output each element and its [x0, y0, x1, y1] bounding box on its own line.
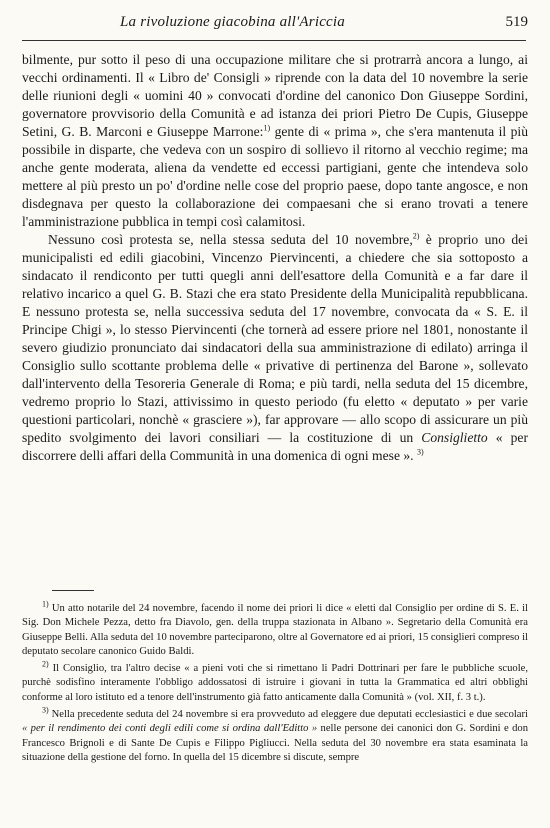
note-reference: 2) — [412, 231, 420, 241]
body-paragraph: Nessuno così protesta se, nella stessa seduta del 10 novembre,$^{2)}$ è proprio uno dei municipalisti ed edili giacobini, Vincenzo Piervincenti, a chiedere che sia sottoposto a sindacato il rendiconto per tutti quegli anni dell'esattore della Comunità e a far dare il relativo incarico a quel G. B. Stazi che era stato Presidente della Municipalità repubblicana. E nessuno protesta se, nella successiva seduta del 17 novembre, convocata da « S. E. il Principe Chigi », lo stesso Piervincenti (che tornerà ad essere priore nel 1801, nonostante il severo giudizio pronunciato dai sindacatori della sua amministrazione di edilato) arringa il Consiglio sullo scottante problema delle « privative di pertinenza del Barone », sollevato dall'intervento della Tesoreria Generale di Roma; e più tardi, nella seduta del 15 dicembre, vedremo proprio lo Stazi, attivissimo in questo periodo (fu eletto « deputato » per varie questioni particolari, nonchè « grasciere »), far approvare — allo scopo di assicurare un più spedito svolgimento dei lavori consiliari — la costituzione di un Consiglietto « per discorrere delli affari della Communità in una domenica di ogni mese ». $^{3)}$ — [22, 231, 528, 463]
running-title: La rivoluzione giacobina all'Ariccia — [120, 14, 345, 30]
footnote: $^{3)}$ Nella precedente seduta del 24 novembre si era provveduto ad eleggere due deputati ecclesiastici e due secolari « per il rendimento dei conti degli edili come si ordina dall'Editto » nelle persone dei canonici don G. Sordini e don Francesco Brignoli e di Sante De Cupis e Filippo Pigliucci. Nella seduta del 30 novembre era stata esaminata la situazione della gestione del forno. In quella del 15 dicembre si discute, sempre — [22, 705, 528, 763]
footnotes — [22, 599, 528, 768]
footnote-marker: 1) — [42, 599, 49, 609]
page-header — [0, 14, 550, 36]
page-number: 519 — [505, 14, 528, 30]
footnote: $^{1)}$ Un atto notarile del 24 novembre, facendo il nome dei priori li dice « eletti dal Consiglio per ordine di S. E. il Sig. Don Michele Pezza, detto fra Diavolo, gen. della truppa stazionata in Albano ». Segretario della Comunità era Giuseppe Belli. Alla seduta del 10 novembre parteciparono, oltre al Governatore ed ai priori, 15 consiglieri compreso il deputato secolare canonico Guido Baldi. — [22, 599, 528, 657]
note-reference: 1) — [263, 123, 271, 133]
footnote-marker: 3) — [42, 705, 49, 715]
main-text — [22, 51, 528, 465]
footnote: $^{2)}$ Il Consiglio, tra l'altro decise « a pieni voti che si rimettano li Padri Dottrinari per fare le pubbliche scuole, purchè sodisfino interamente l'obbligo addossatosi di istruire i giovani in tutta la Grammatica ed altri obblighi conforme al loro istituto ed a tenore dell'instrumento già fatto anticamente dalla Comunità » (vol. XII, f. 3 t.). — [22, 659, 528, 703]
header-rule — [22, 40, 526, 41]
footnote-separator — [52, 590, 94, 591]
italic-term: Consiglietto — [421, 430, 488, 445]
body-paragraph: bilmente, pur sotto il peso di una occupazione militare che si protrarrà ancora a lungo, ai vecchi ordinamenti. Il « Libro de' Consigli » riprende con la data del 10 novembre la serie delle riunioni degli « uomini 40 » convocati d'ordine del canonico Don Giuseppe Sordini, governatore provvisorio della Comunità e ad istanza dei priori Pietro De Cupis, Giuseppe Setini, G. B. Marconi e Giuseppe Marrone:$^{1)}$ gente di « prima », che s'era mantenuta il più possibile in disparte, che vedeva con un sospiro di sollievo il ritorno al vecchio regime; ma anche gente moderata, aliena da vendette ed eccessi partigiani, gente che intendeva solo mettere al più presto un po' d'ordine nelle cose del proprio paese, dopo tante angosce, e non disdegnava per questo la collaborazione dei compaesani che si erano trovati a tenere l'amministrazione pubblica in tempi così calamitosi. — [22, 52, 529, 229]
italic-quote: « per il rendimento dei conti degli edili come si ordina dall'Editto » — [22, 723, 318, 735]
footnote-marker: 2) — [42, 659, 49, 669]
note-reference: 3) — [417, 447, 424, 457]
